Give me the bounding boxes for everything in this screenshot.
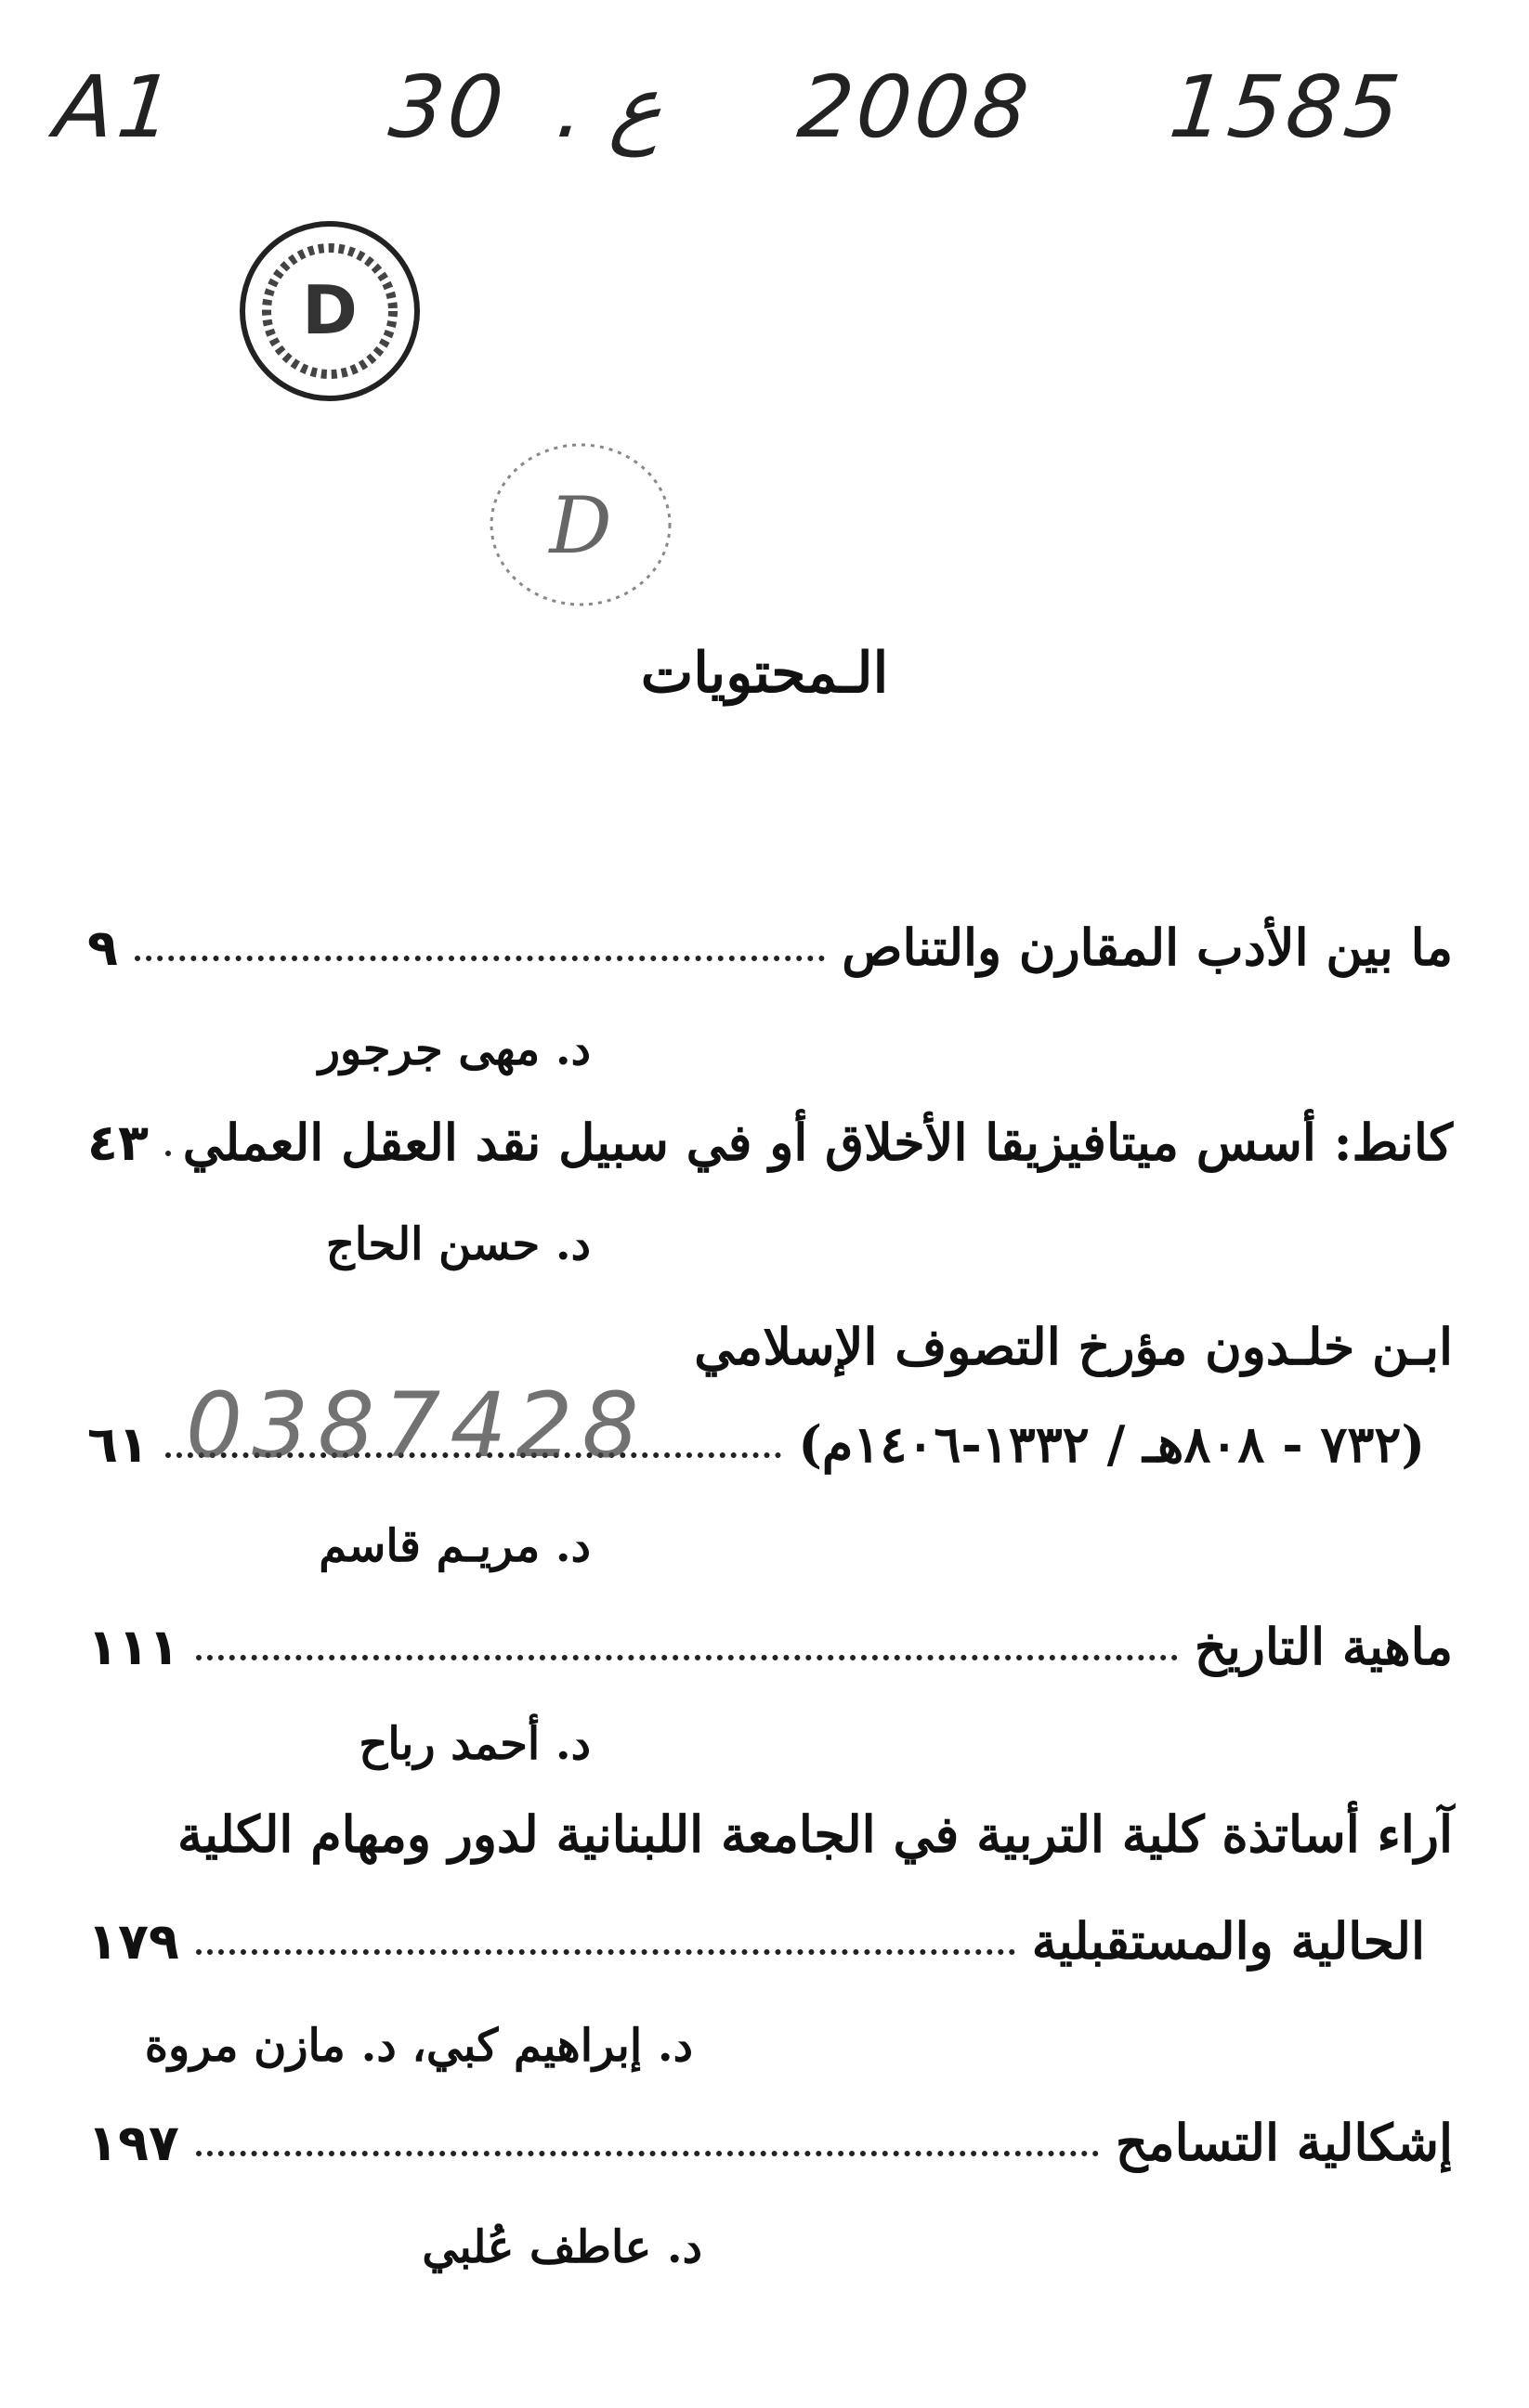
toc-page-number: ١١١: [87, 1617, 179, 1676]
toc-entry-title: الحالية والمستقبلية: [1031, 1911, 1425, 1971]
toc-entry-title: ما بين الأدب المقارن والتناص: [842, 918, 1453, 977]
toc-entry-title: كانط: أسس ميتافيزيقا الأخلاق أو في سبيل نقد العقل العملي: [182, 1113, 1453, 1172]
toc-entry: [87, 905, 1453, 989]
toc-entry-title: إشكالية التسامح: [1115, 2113, 1453, 2172]
toc-entry-title-line1: آراء أساتذة كلية التربية في الجامعة اللبنانية لدور ومهام الكلية: [177, 1804, 1453, 1864]
dot-leader: [196, 1949, 1015, 1955]
stamp-bottom-letter: D: [549, 480, 612, 571]
stamp-top-letter: D: [302, 271, 358, 349]
toc-entry: [87, 2101, 1453, 2184]
toc-author: د. عاطف عُلبي: [422, 2221, 702, 2273]
handwritten-separator: . ع: [552, 57, 669, 157]
handwritten-number: 30: [385, 57, 512, 157]
toc-author: د. أحمد رباح: [359, 1718, 591, 1770]
toc-author: د. إبراهيم كبي، د. مازن مروة: [144, 2020, 693, 2072]
dot-leader: [165, 1151, 166, 1156]
toc-author: د. مريـم قاسم: [319, 1520, 591, 1572]
toc-page-number: ٩: [87, 918, 118, 977]
toc-page-number: ١٧٩: [87, 1911, 179, 1971]
dot-leader: [135, 956, 825, 961]
handwritten-serial: 1585: [1165, 57, 1408, 157]
faded-stamp-icon: [483, 436, 678, 613]
toc-page-number: ١٩٧: [87, 2113, 179, 2172]
toc-author: د. مهى جرجور: [318, 1023, 591, 1075]
inventory-number: 0387428: [186, 1373, 648, 1477]
handwritten-year: 2008: [793, 57, 1037, 157]
dot-leader: [196, 2151, 1099, 2156]
toc-page-number: ٦١: [87, 1414, 149, 1474]
toc-entry-title-line1: ابـن خلـدون مؤرخ التصوف الإسلامي: [694, 1317, 1453, 1376]
toc-entry-title: ماهية التاريخ: [1194, 1617, 1453, 1676]
library-stamp-icon: [237, 218, 423, 404]
toc-entry: [87, 1899, 1425, 1983]
toc-page-number: ٤٣: [87, 1113, 149, 1172]
dot-leader: [196, 1655, 1178, 1660]
toc-entry: [87, 1605, 1453, 1688]
toc-author: د. حسن الحاج: [325, 1218, 591, 1270]
page-title: الـمحتويات: [640, 641, 889, 706]
toc-entry-title: (٧٣٢ - ٨٠٨هـ / ١٣٣٢-١٤٠٦م): [798, 1414, 1425, 1474]
handwritten-code: A1: [50, 57, 182, 157]
toc-entry: [87, 1100, 1453, 1184]
